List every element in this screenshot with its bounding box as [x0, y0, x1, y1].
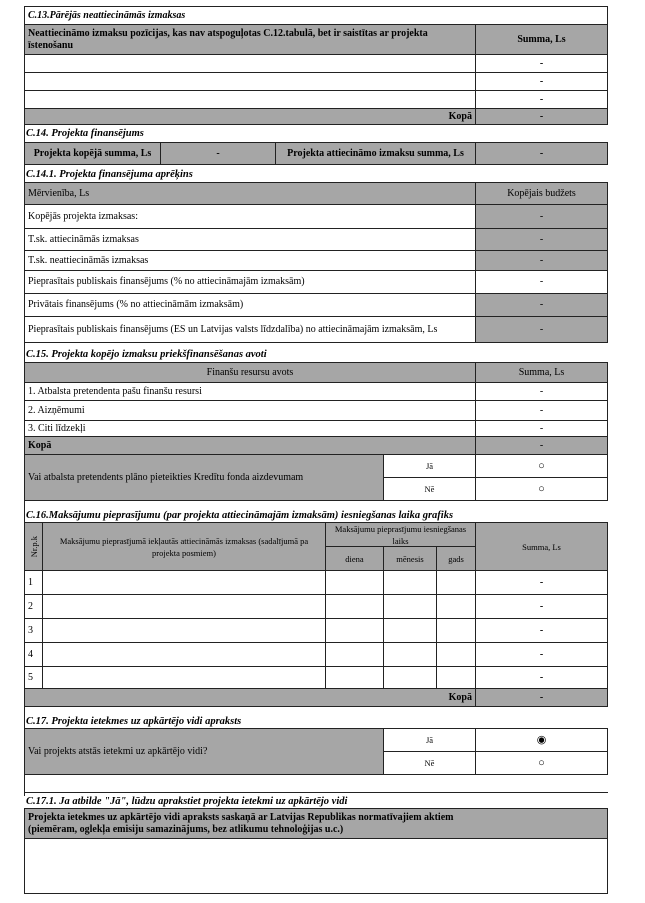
- c16-row-month[interactable]: [383, 618, 437, 643]
- c141-row-value: -: [475, 293, 608, 317]
- c141-row-value: -: [475, 228, 608, 251]
- c15-total-label: Kopā: [24, 436, 476, 455]
- c16-header-nr-text: Nr.p.k: [28, 535, 39, 558]
- c13-row-name[interactable]: [24, 54, 476, 73]
- c15-yes-label: Jā: [383, 454, 476, 478]
- c15-row-label: 3. Citi līdzekļi: [24, 420, 476, 437]
- c16-row-desc[interactable]: [42, 618, 326, 643]
- c13-section-title: [24, 6, 608, 25]
- c15-row-label: 2. Aizņēmumi: [24, 400, 476, 421]
- c141-row-value: -: [475, 250, 608, 271]
- c16-row-day[interactable]: [325, 642, 384, 667]
- c16-row-day[interactable]: [325, 570, 384, 595]
- c15-row-value[interactable]: -: [475, 382, 608, 401]
- c14-title: C.14. Projekta finansējums: [26, 128, 144, 139]
- c16-row-day[interactable]: [325, 594, 384, 619]
- c13-header-sum: Summa, Ls: [475, 24, 608, 55]
- c16-row-day[interactable]: [325, 618, 384, 643]
- c16-row-desc[interactable]: [42, 570, 326, 595]
- c13-total-value: -: [475, 108, 608, 125]
- c16-row-desc[interactable]: [42, 666, 326, 689]
- c16-row-year[interactable]: [436, 618, 476, 643]
- c17-no-radio[interactable]: ○: [475, 751, 608, 775]
- c16-header-year: gads: [436, 546, 476, 571]
- c16-header-time: Maksājumu pieprasījumu iesniegšanas laiks: [325, 522, 476, 547]
- c14-eligible-value: -: [475, 142, 608, 165]
- c16-row-value[interactable]: -: [475, 618, 608, 643]
- c16-row-desc[interactable]: [42, 642, 326, 667]
- c141-title: C.14.1. Projekta finansējuma aprēķins: [26, 168, 193, 180]
- c15-no-label: Nē: [383, 477, 476, 501]
- c16-row-year[interactable]: [436, 570, 476, 595]
- c141-row-value[interactable]: -: [475, 270, 608, 294]
- c16-row-value[interactable]: -: [475, 594, 608, 619]
- c141-row-label: Kopējās projekta izmaksas:: [24, 204, 476, 229]
- c13-total-label: Kopā: [24, 108, 476, 125]
- c17-yes-label: Jā: [383, 728, 476, 752]
- c15-no-radio[interactable]: ○: [475, 477, 608, 501]
- c16-row-month[interactable]: [383, 594, 437, 619]
- c13-row-name[interactable]: [24, 72, 476, 91]
- c15-title: C.15. Projekta kopējo izmaksu priekšfinansēšanas avoti: [26, 348, 267, 360]
- c13-row-value: -: [475, 90, 608, 109]
- c171-header: [24, 808, 608, 839]
- c16-row-month[interactable]: [383, 666, 437, 689]
- c13-header-positions: Neattiecināmo izmaksu pozīcijas, kas nav atspoguļotas C.12.tabulā, bet ir saistītas ar projekta īstenošanu: [24, 24, 476, 55]
- c16-row-nr: 5: [24, 666, 43, 689]
- c13-row-value: -: [475, 72, 608, 91]
- c141-row-value: -: [475, 316, 608, 343]
- c16-header-nr: [24, 522, 43, 571]
- c141-row-label: Pieprasītais publiskais finansējums (ES un Latvijas valsts līdzdalība) no attiecināmajām izmaksām, Ls: [24, 316, 476, 343]
- c13-title: C.13.Pārējās neattiecināmās izmaksas: [28, 9, 186, 21]
- c141-row-label: T.sk. attiecināmās izmaksas: [24, 228, 476, 251]
- c141-header-budget: Kopējais budžets: [475, 182, 608, 205]
- c16-row-nr: 2: [24, 594, 43, 619]
- c15-yes-radio[interactable]: ○: [475, 454, 608, 478]
- c16-total-label: Kopā: [24, 688, 476, 707]
- c14-eligible-label: Projekta attiecināmo izmaksu summa, Ls: [275, 142, 476, 165]
- c141-row-label: Pieprasītais publiskais finansējums (% no attiecināmajām izmaksām): [24, 270, 476, 294]
- c16-row-desc[interactable]: [42, 594, 326, 619]
- c15-row-value[interactable]: -: [475, 400, 608, 421]
- c16-total-value: -: [475, 688, 608, 707]
- c16-header-desc: Maksājumu pieprasījumā iekļautās attiecināmās izmaksas (sadalījumā pa projekta posmiem): [42, 522, 326, 571]
- c171-description-field[interactable]: [24, 838, 608, 894]
- c16-header-sum: Summa, Ls: [475, 522, 608, 571]
- c16-row-nr: 1: [24, 570, 43, 595]
- c16-row-value[interactable]: -: [475, 666, 608, 689]
- c14-total-label: Projekta kopējā summa, Ls: [24, 142, 161, 165]
- c16-row-year[interactable]: [436, 666, 476, 689]
- c16-header-day: diena: [325, 546, 384, 571]
- c16-row-nr: 3: [24, 618, 43, 643]
- c141-row-label: Privātais finansējums (% no attiecināmām izmaksām): [24, 293, 476, 317]
- c141-row-label: T.sk. neattiecināmās izmaksas: [24, 250, 476, 271]
- c15-question: Vai atbalsta pretendents plāno pieteikties Kredītu fonda aizdevumam: [24, 454, 384, 501]
- c16-row-value[interactable]: -: [475, 570, 608, 595]
- c16-row-month[interactable]: [383, 570, 437, 595]
- c17-question: Vai projekts atstās ietekmi uz apkārtējo vidi?: [24, 728, 384, 775]
- c16-row-nr: 4: [24, 642, 43, 667]
- c16-row-month[interactable]: [383, 642, 437, 667]
- c171-header-line2: (piemēram, oglekļa emisiju samazinājums, bez atlikumu tehnoloģijas u.c.): [28, 823, 344, 835]
- c171-header-line1: Projekta ietekmes uz apkārtējo vidi apraksts saskaņā ar Latvijas Republikas normatīvajiem aktiem: [28, 811, 454, 823]
- c14-total-value: -: [160, 142, 276, 165]
- c17-title: C.17. Projekta ietekmes uz apkārtējo vidi apraksts: [26, 715, 242, 727]
- c17-yes-radio[interactable]: ◉: [475, 728, 608, 752]
- c16-row-value[interactable]: -: [475, 642, 608, 667]
- c141-row-value: -: [475, 204, 608, 229]
- c13-row-name[interactable]: [24, 90, 476, 109]
- c141-header-unit: Mērvienība, Ls: [24, 182, 476, 205]
- c13-row-value: -: [475, 54, 608, 73]
- c16-title: C.16.Maksājumu pieprasījumu (par projekta attiecināmajām izmaksām) iesniegšanas laika grafiks: [26, 509, 454, 521]
- c16-row-day[interactable]: [325, 666, 384, 689]
- c15-row-label: 1. Atbalsta pretendenta pašu finanšu resursi: [24, 382, 476, 401]
- c16-header-month: mēnesis: [383, 546, 437, 571]
- c16-row-year[interactable]: [436, 594, 476, 619]
- c15-row-value[interactable]: -: [475, 420, 608, 437]
- c15-header-source: Finanšu resursu avots: [24, 362, 476, 383]
- c171-title: C.17.1. Ja atbilde "Jā", lūdzu aprakstiet projekta ietekmi uz apkārtējo vidi: [26, 795, 348, 807]
- c16-row-year[interactable]: [436, 642, 476, 667]
- c15-header-sum: Summa, Ls: [475, 362, 608, 383]
- c17-no-label: Nē: [383, 751, 476, 775]
- c15-total-value: -: [475, 436, 608, 455]
